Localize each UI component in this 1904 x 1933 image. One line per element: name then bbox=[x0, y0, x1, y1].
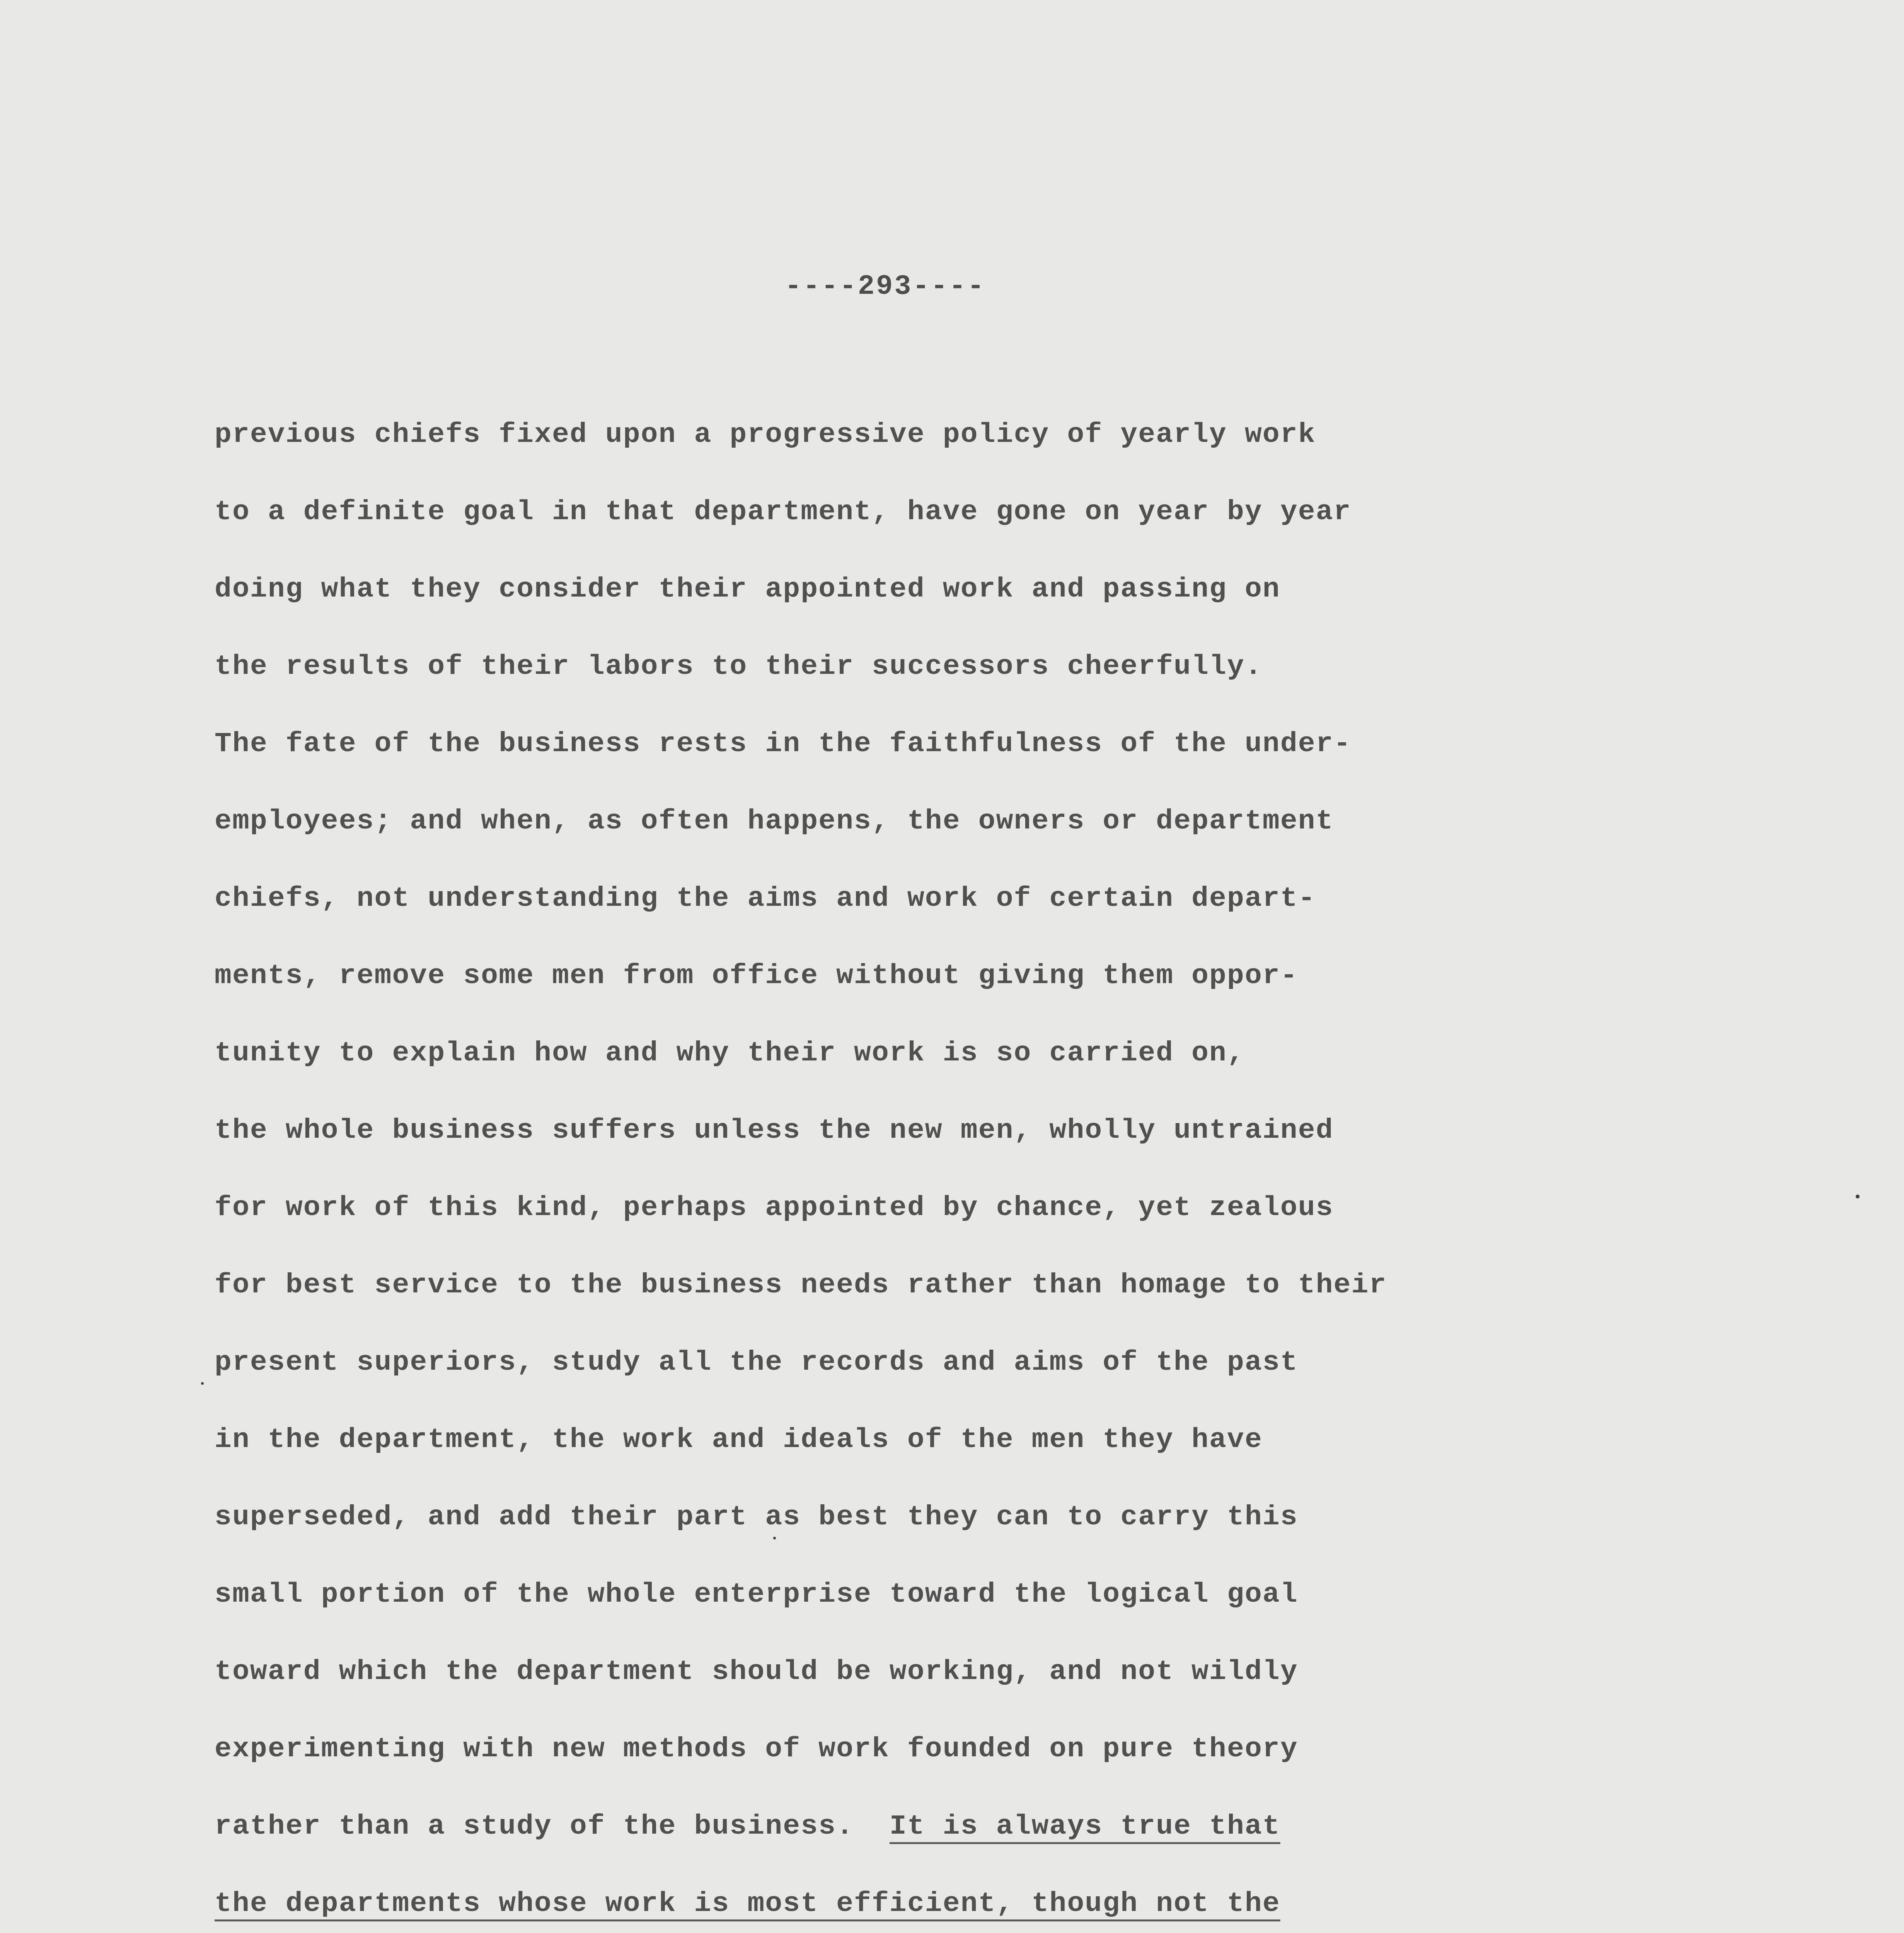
text-line: employees; and when, as often happens, the owners or department bbox=[215, 806, 1334, 837]
text-line: for best service to the business needs rather than homage to their bbox=[215, 1270, 1387, 1301]
text-line: chiefs, not understanding the aims and work of certain depart- bbox=[215, 883, 1316, 914]
text-line: the whole business suffers unless the new men, wholly untrained bbox=[215, 1115, 1334, 1146]
text-plain-segment: rather than a study of the business. bbox=[215, 1811, 854, 1842]
text-line: ments, remove some men from office without giving them oppor- bbox=[215, 961, 1298, 992]
text-line: The fate of the business rests in the faithfulness of the under- bbox=[215, 729, 1352, 760]
text-line: small portion of the whole enterprise toward the logical goal bbox=[215, 1579, 1298, 1610]
text-line-mixed bbox=[215, 1811, 1280, 1842]
underlined-segment: It is always true that bbox=[889, 1811, 1280, 1842]
text-line: in the department, the work and ideals of the men they have bbox=[215, 1425, 1263, 1456]
text-line: for work of this kind, perhaps appointed by chance, yet zealous bbox=[215, 1193, 1334, 1224]
text-line: the results of their labors to their successors cheerfully. bbox=[215, 651, 1263, 682]
paper-speck bbox=[201, 1382, 204, 1385]
text-line: tunity to explain how and why their work is so carried on, bbox=[215, 1038, 1245, 1069]
page-number: ----293---- bbox=[785, 271, 986, 302]
text-line: superseded, and add their part as best they can to carry this bbox=[215, 1502, 1298, 1533]
underlined-line: the departments whose work is most efficient, though not the bbox=[215, 1889, 1280, 1919]
text-line: present superiors, study all the records and aims of the past bbox=[215, 1347, 1298, 1378]
text-line: previous chiefs fixed upon a progressive policy of yearly work bbox=[215, 419, 1316, 450]
text-line: doing what they consider their appointed work and passing on bbox=[215, 574, 1280, 605]
text-line: to a definite goal in that department, have gone on year by year bbox=[215, 497, 1352, 528]
paper-speck bbox=[1856, 1195, 1860, 1198]
paper-speck bbox=[773, 1537, 776, 1539]
text-line: experimenting with new methods of work founded on pure theory bbox=[215, 1734, 1298, 1765]
text-line: toward which the department should be working, and not wildly bbox=[215, 1657, 1298, 1688]
